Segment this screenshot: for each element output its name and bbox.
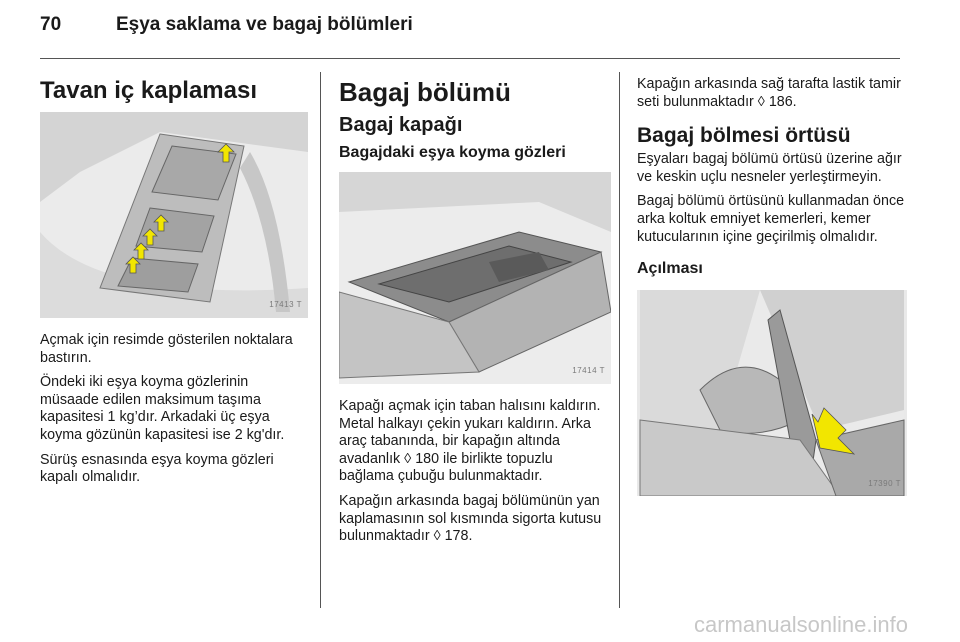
section-heading-load-cover: Bagaj bölmesi örtüsü xyxy=(637,124,851,148)
trunk-storage-illustration xyxy=(339,172,611,384)
column-3 xyxy=(637,76,907,496)
paragraph: Kapağı açmak için taban halısını kaldırın. Metal halkayı çekin yukarı kaldırın. Arka araç tabanında, bir kapağın altında avadanlık ◊ 180 ile birlikte topuzlu bağlama çubuğu bulunmaktadır. xyxy=(339,398,601,485)
chapter-title: Eşya saklama ve bagaj bölümleri xyxy=(116,14,413,35)
figure-code: 17414 T xyxy=(572,366,605,376)
paragraph: Kapağın arkasında bagaj bölümünün yan kaplamasının sol kısmında sigorta kutusu bulunmaktadır ◊ 178. xyxy=(339,492,602,545)
page-number: 70 xyxy=(40,14,62,35)
figure-code: 17413 T xyxy=(269,300,302,310)
subheading-opening: Açılması xyxy=(637,260,703,278)
subsubheading-trunk-storage: Bagajdaki eşya koyma gözleri xyxy=(339,144,566,161)
header-rule xyxy=(40,58,900,59)
paragraph: Açmak için resimde gösterilen noktalara bastırın. xyxy=(40,332,293,366)
paragraph: Sürüş esnasında eşya koyma gözleri kapalı olmalıdır. xyxy=(40,451,274,486)
section-heading-trunk: Bagaj bölümü xyxy=(339,77,511,107)
roof-lining-illustration xyxy=(40,112,308,318)
figure-code: 17390 T xyxy=(868,478,901,488)
paragraph: Bagaj bölümü örtüsünü kullanmadan önce arka koltuk emniyet kemerleri, kemer kutucularının içine geçirilmiş olmalıdır. xyxy=(637,193,905,245)
paragraph: Öndeki iki eşya koyma gözlerinin müsaade edilen maksimum taşıma kapasitesi 1 kg’dır. Arkadaki üç eşya koyma gözünün kapasitesi ise 2 kg'dır. xyxy=(40,374,285,443)
section-heading-roof-lining: Tavan iç kaplaması xyxy=(40,77,258,104)
column-divider-1 xyxy=(320,72,321,608)
paragraph: Eşyaları bagaj bölümü örtüsü üzerine ağır ve keskin uçlu nesneler yerleştirmeyin. xyxy=(637,151,902,185)
subheading-trunk-lid: Bagaj kapağı xyxy=(339,114,463,136)
column-divider-2 xyxy=(619,72,620,608)
load-cover-illustration xyxy=(637,290,907,496)
watermark: carmanualsonline.info xyxy=(693,612,908,637)
column-2 xyxy=(339,76,611,553)
paragraph-intro: Kapağın arkasında sağ tarafta lastik tamir seti bulunmaktadır ◊ 186. xyxy=(637,76,901,110)
column-1 xyxy=(40,76,308,494)
